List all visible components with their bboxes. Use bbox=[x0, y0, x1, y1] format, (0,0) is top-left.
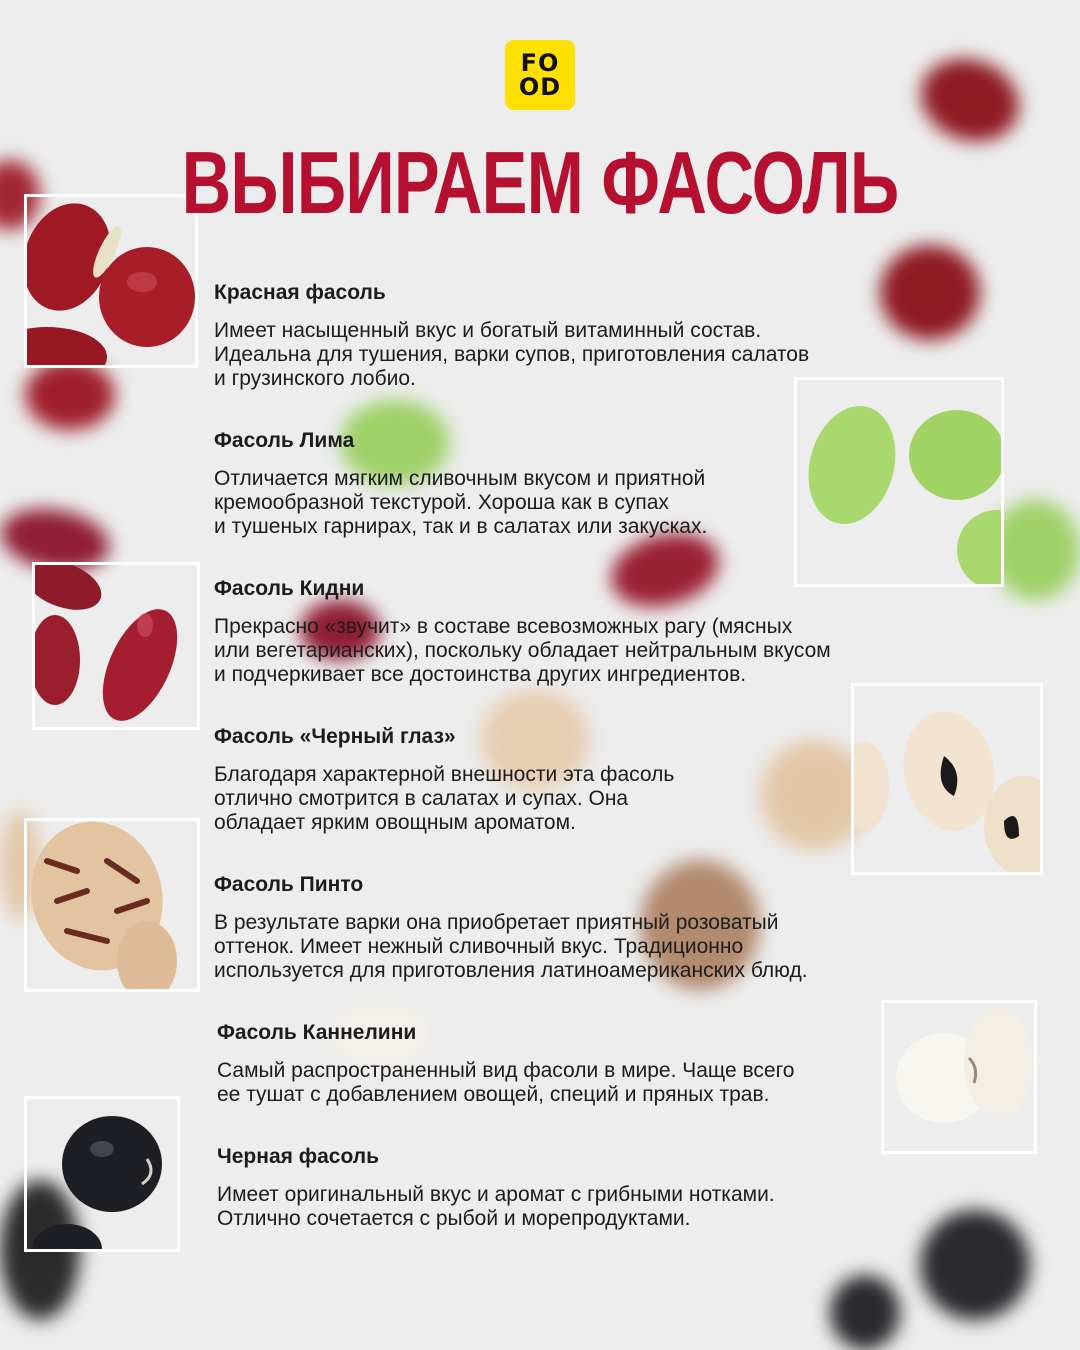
black-bean-image bbox=[24, 1096, 180, 1252]
black-eyed-pea-image bbox=[851, 683, 1043, 875]
item-title: Красная фасоль bbox=[214, 281, 386, 304]
item-title: Фасоль «Черный глаз» bbox=[214, 725, 456, 748]
cannellini-bean-image bbox=[881, 1000, 1037, 1154]
item-title: Фасоль Пинто bbox=[214, 873, 364, 896]
lima-bean-image bbox=[794, 377, 1004, 587]
item-title: Фасоль Кидни bbox=[214, 577, 365, 600]
item-description: Отличается мягким сливочным вкусом и приятной кремообразной текстурой. Хороша как в супах и тушеных гарнирах, так и в салатах или закусках. bbox=[214, 467, 708, 538]
bean-item bbox=[217, 1145, 877, 1231]
bean-item bbox=[217, 1021, 877, 1107]
bg-red-bean bbox=[25, 360, 115, 430]
item-description: Благодаря характерной внешности эта фасоль отлично смотрится в салатах и супах. Она обладает ярким овощным ароматом. bbox=[214, 763, 675, 834]
item-title: Черная фасоль bbox=[217, 1145, 380, 1168]
item-description: В результате варки она приобретает приятный розоватый оттенок. Имеет нежный сливочный вкус. Традиционно используется для приготовления латиноамериканских блюд. bbox=[214, 911, 808, 982]
page-title: ВЫБИРАЕМ ФАСОЛЬ bbox=[181, 133, 899, 232]
bean-item bbox=[214, 281, 914, 391]
item-title: Фасоль Каннелини bbox=[217, 1021, 417, 1044]
item-description: Самый распространенный вид фасоли в мире. Чаще всего ее тушат с добавлением овощей, специй и пряных трав. bbox=[217, 1059, 795, 1106]
item-title: Фасоль Лима bbox=[214, 429, 355, 452]
bg-black-bean bbox=[920, 1210, 1030, 1320]
food-logo bbox=[505, 40, 575, 110]
bean-item bbox=[214, 577, 934, 687]
kidney-bean-image bbox=[32, 562, 200, 730]
logo-line-1: FO bbox=[520, 49, 560, 77]
bean-item bbox=[214, 873, 914, 983]
bean-item bbox=[214, 429, 794, 539]
bg-black-bean bbox=[830, 1275, 900, 1350]
item-description: Прекрасно «звучит» в составе всевозможных рагу (мясных или вегетарианских), поскольку обладает нейтральным вкусом и подчеркивает все достоинства других ингредиентов. bbox=[214, 615, 831, 686]
pinto-bean-image bbox=[24, 818, 200, 992]
logo-line-2: OD bbox=[518, 73, 562, 101]
item-description: Имеет оригинальный вкус и аромат с грибными нотками. Отлично сочетается с рыбой и морепродуктами. bbox=[217, 1183, 775, 1230]
bean-item bbox=[214, 725, 834, 835]
item-description: Имеет насыщенный вкус и богатый витаминный состав. Идеальна для тушения, варки супов, приготовления салатов и грузинского лобио. bbox=[214, 319, 810, 390]
